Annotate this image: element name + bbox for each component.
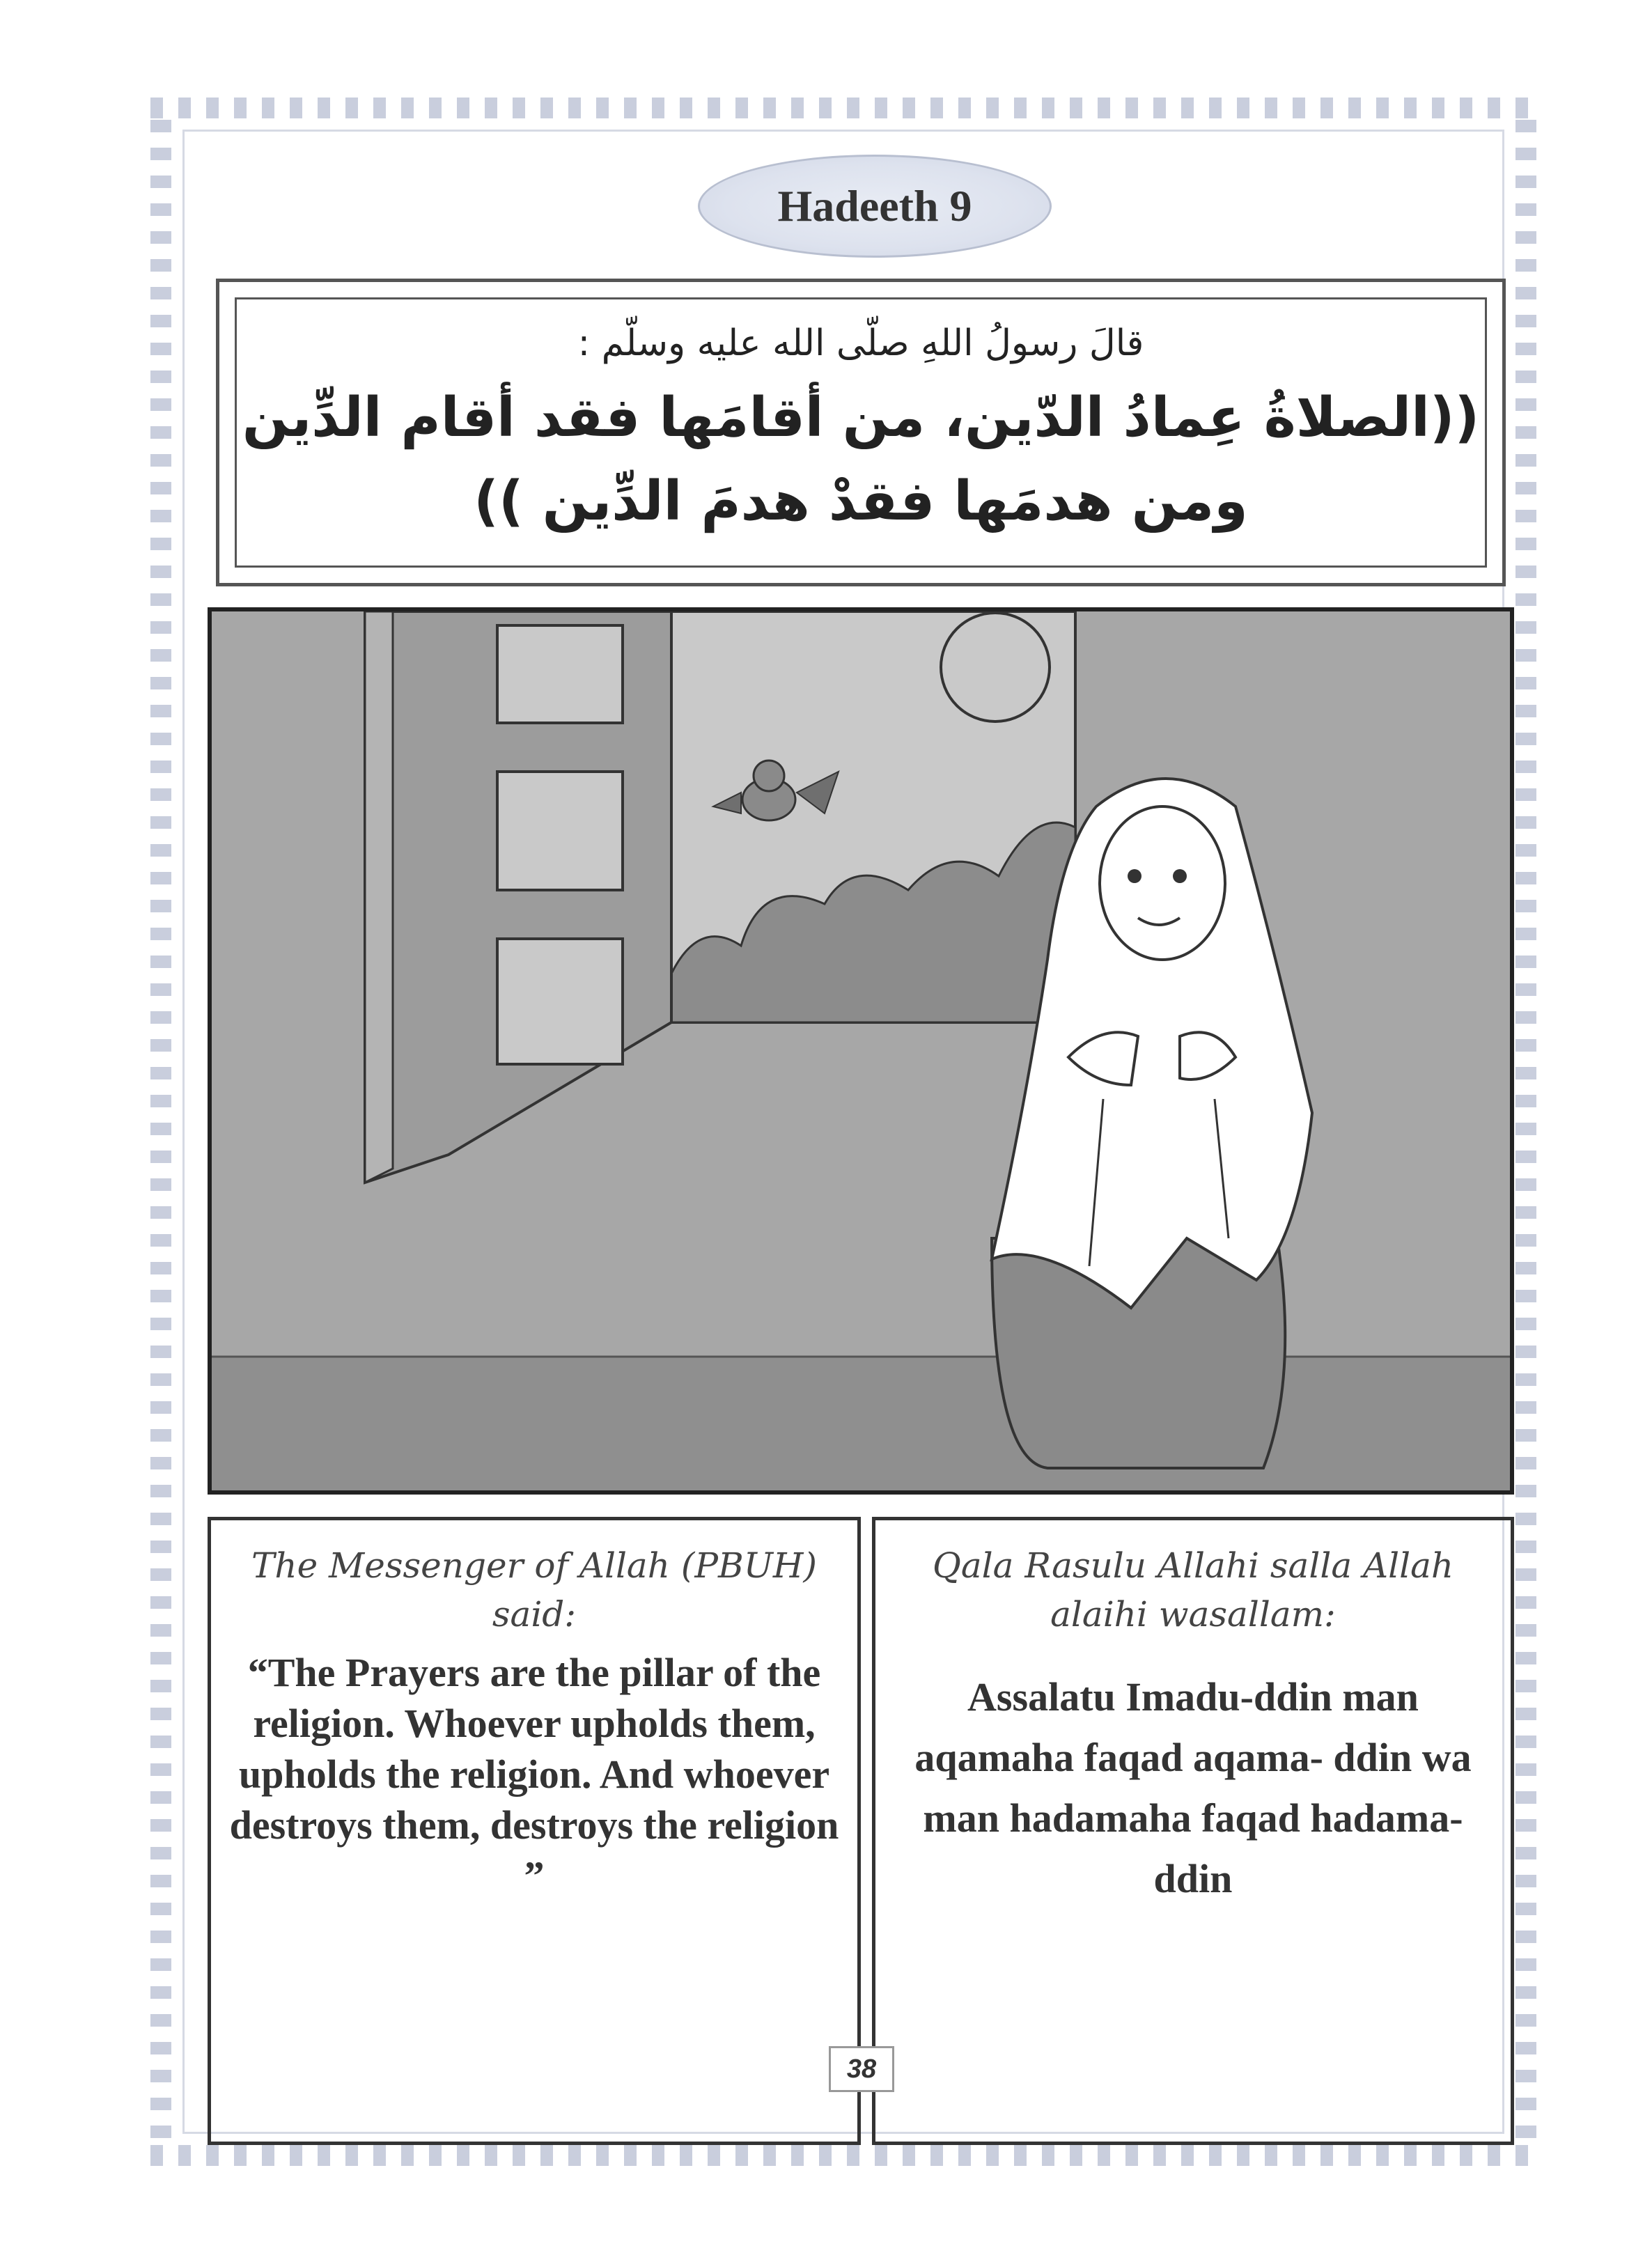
arabic-intro-line: قالَ رسولُ اللهِ صلّى الله عليه وسلّم : bbox=[577, 322, 1144, 364]
arabic-hadith-box bbox=[216, 279, 1506, 586]
illustration-girl-praying bbox=[208, 607, 1514, 1495]
transliteration-heading: Qala Rasulu Allahi salla Allah alaihi wasallam: bbox=[932, 1545, 1454, 1635]
translation-heading: The Messenger of Allah (PBUH) said: bbox=[251, 1545, 817, 1635]
title-badge bbox=[698, 155, 1052, 258]
transliteration-text: Assalatu Imadu-ddin man aqamaha faqad aqama- ddin wa man hadamaha faqad hadama-ddin bbox=[914, 1674, 1472, 1901]
translation-text: “The Prayers are the pillar of the religion. Whoever upholds them, upholds the religion. And whoever destroys them, destroys the religion ” bbox=[229, 1650, 839, 1898]
translation-box bbox=[208, 1517, 861, 2145]
arabic-hadith-line-2: ومن هدمَها فقدْ هدمَ الدِّين )) bbox=[474, 470, 1248, 533]
arabic-hadith-line-1: ((الصلاةُ عِمادُ الدّين، من أقامَها فقد أقام الدِّين bbox=[242, 387, 1480, 449]
page-title: Hadeeth 9 bbox=[777, 181, 972, 231]
page-number: 38 bbox=[829, 2046, 894, 2092]
prayer-scene-illustration bbox=[212, 611, 1510, 1490]
transliteration-box bbox=[872, 1517, 1514, 2145]
